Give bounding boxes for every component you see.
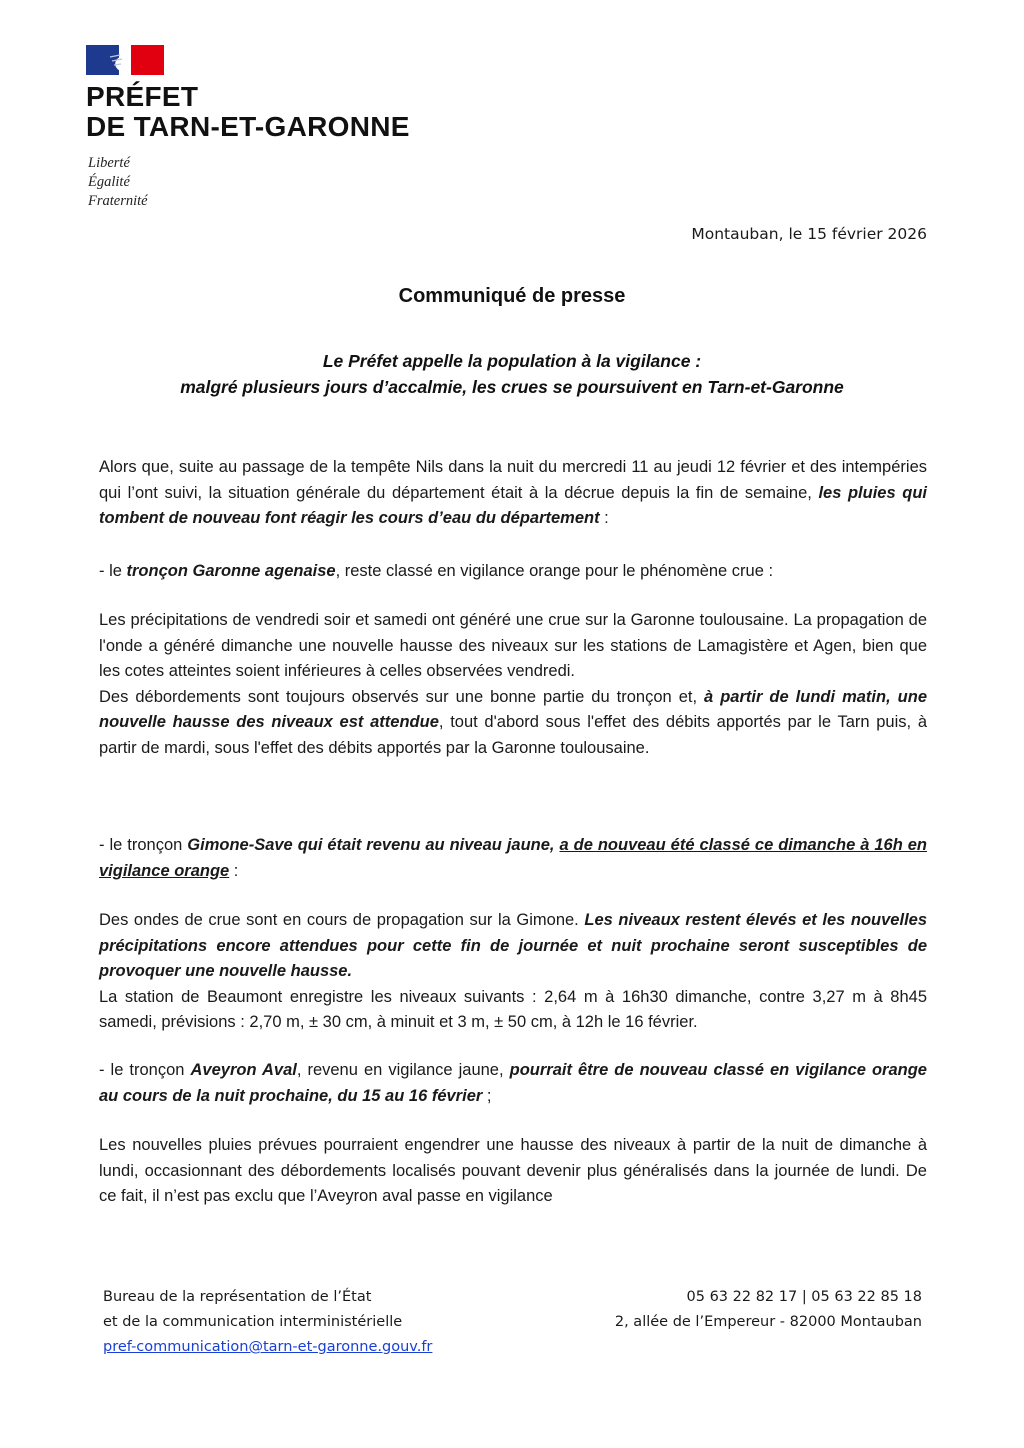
prefecture-line1: PRÉFET bbox=[86, 81, 199, 112]
motto-fraternite: Fraternité bbox=[88, 193, 148, 209]
motto-egalite: Égalité bbox=[88, 174, 130, 190]
document-date: Montauban, le 15 février 2026 bbox=[691, 225, 927, 243]
garonne-heading: - le tronçon Garonne agenaise, reste classé en vigilance orange pour le phénomène crue : bbox=[99, 562, 774, 580]
subtitle-line2: malgré plusieurs jours d’accalmie, les crues se poursuivent en Tarn-et-Garonne bbox=[180, 377, 844, 397]
marianne-logo bbox=[86, 45, 164, 75]
footer-email-link[interactable]: pref-communication@tarn-et-garonne.gouv.fr bbox=[103, 1339, 433, 1355]
prefecture-line2: DE TARN-ET-GARONNE bbox=[86, 111, 410, 142]
motto-liberte: Liberté bbox=[88, 155, 130, 171]
aveyron-section-name: Aveyron Aval bbox=[190, 1061, 297, 1079]
footer-office-line2: et de la communication interministérielle bbox=[103, 1314, 403, 1330]
prefecture-name bbox=[86, 82, 410, 142]
gimone-section-name: Gimone-Save qui était revenu au niveau jaune, bbox=[187, 836, 560, 854]
gimone-heading: - le tronçon Gimone-Save qui était revenu au niveau jaune, a de nouveau été classé ce dimanche à 16h en vigilance orange : bbox=[99, 836, 928, 880]
footer-contact-details bbox=[615, 1285, 922, 1335]
garonne-paragraph-1: Les précipitations de vendredi soir et samedi ont généré une crue sur la Garonne toulousaine. La propagation de l'onde a généré dimanche une nouvelle hausse des niveaux sur les stations de Lamagistère et Agen, bien que les cotes atteintes soient inférieures à celles observées vendredi. bbox=[99, 611, 927, 680]
gimone-paragraph-1: Des ondes de crue sont en cours de propagation sur la Gimone. Les niveaux restent élevés et les nouvelles précipitations encore attendues pour cette fin de journée et nuit prochaine seront susceptibles de provoquer une nouvelle hausse. bbox=[99, 911, 928, 980]
aveyron-paragraph-1: Les nouvelles pluies prévues pourraient engendrer une hausse des niveaux à partir de la nuit de dimanche à lundi, occasionnant des débordements localisés pouvant devenir plus généralisés dans la journée de lundi. De ce fait, il n’est pas exclu que l’Aveyron aval passe en vigilance bbox=[99, 1136, 927, 1205]
marianne-flag-icon bbox=[86, 45, 164, 75]
garonne-paragraph-2: Des débordements sont toujours observés sur une bonne partie du tronçon et, à partir de lundi matin, une nouvelle hausse des niveaux est attendue, tout d'abord sous l'effet des débits apportés par le Tarn puis, à partir de mardi, sous l'effet des débits apportés par la Garonne toulousaine. bbox=[99, 687, 928, 757]
footer-address: 2, allée de l’Empereur - 82000 Montauban bbox=[614, 1314, 922, 1330]
intro-emphasis: les pluies qui tombent de nouveau font réagir les cours d’eau du département bbox=[99, 483, 927, 527]
document-title: Communiqué de presse bbox=[398, 285, 626, 307]
gimone-details bbox=[99, 908, 927, 1036]
intro-paragraph: Alors que, suite au passage de la tempête Nils dans la nuit du mercredi 11 au jeudi 12 février et des intempéries qui l’ont suivi, la situation générale du département était à la décrue depuis la fin de semaine, les pluies qui tombent de nouveau font réagir les cours d’eau du département : bbox=[99, 458, 927, 527]
garonne-details bbox=[99, 608, 927, 761]
republic-motto bbox=[88, 154, 148, 211]
subtitle-line1: Le Préfet appelle la population à la vigilance : bbox=[322, 351, 702, 371]
garonne-section-name: tronçon Garonne agenaise bbox=[126, 562, 336, 580]
aveyron-details bbox=[99, 1133, 927, 1210]
footer-phone-numbers: 05 63 22 82 17 | 05 63 22 85 18 bbox=[686, 1289, 922, 1305]
aveyron-heading: - le tronçon Aveyron Aval, revenu en vigilance jaune, pourrait être de nouveau classé en vigilance orange au cours de la nuit prochaine, du 15 au 16 février ; bbox=[99, 1061, 927, 1105]
gimone-alert-change: a de nouveau été classé ce dimanche à 16h en vigilance orange bbox=[99, 836, 928, 880]
footer-contact-office bbox=[103, 1285, 432, 1360]
footer-office-line1: Bureau de la représentation de l’État bbox=[103, 1289, 372, 1305]
gimone-paragraph-2: La station de Beaumont enregistre les niveaux suivants : 2,64 m à 16h30 dimanche, contre 3,27 m à 8h45 samedi, prévisions : 2,70 m, ± 30 cm, à minuit et 3 m, ± 50 cm, à 12h le 16 février. bbox=[99, 987, 927, 1031]
document-subtitle bbox=[0, 348, 1024, 400]
